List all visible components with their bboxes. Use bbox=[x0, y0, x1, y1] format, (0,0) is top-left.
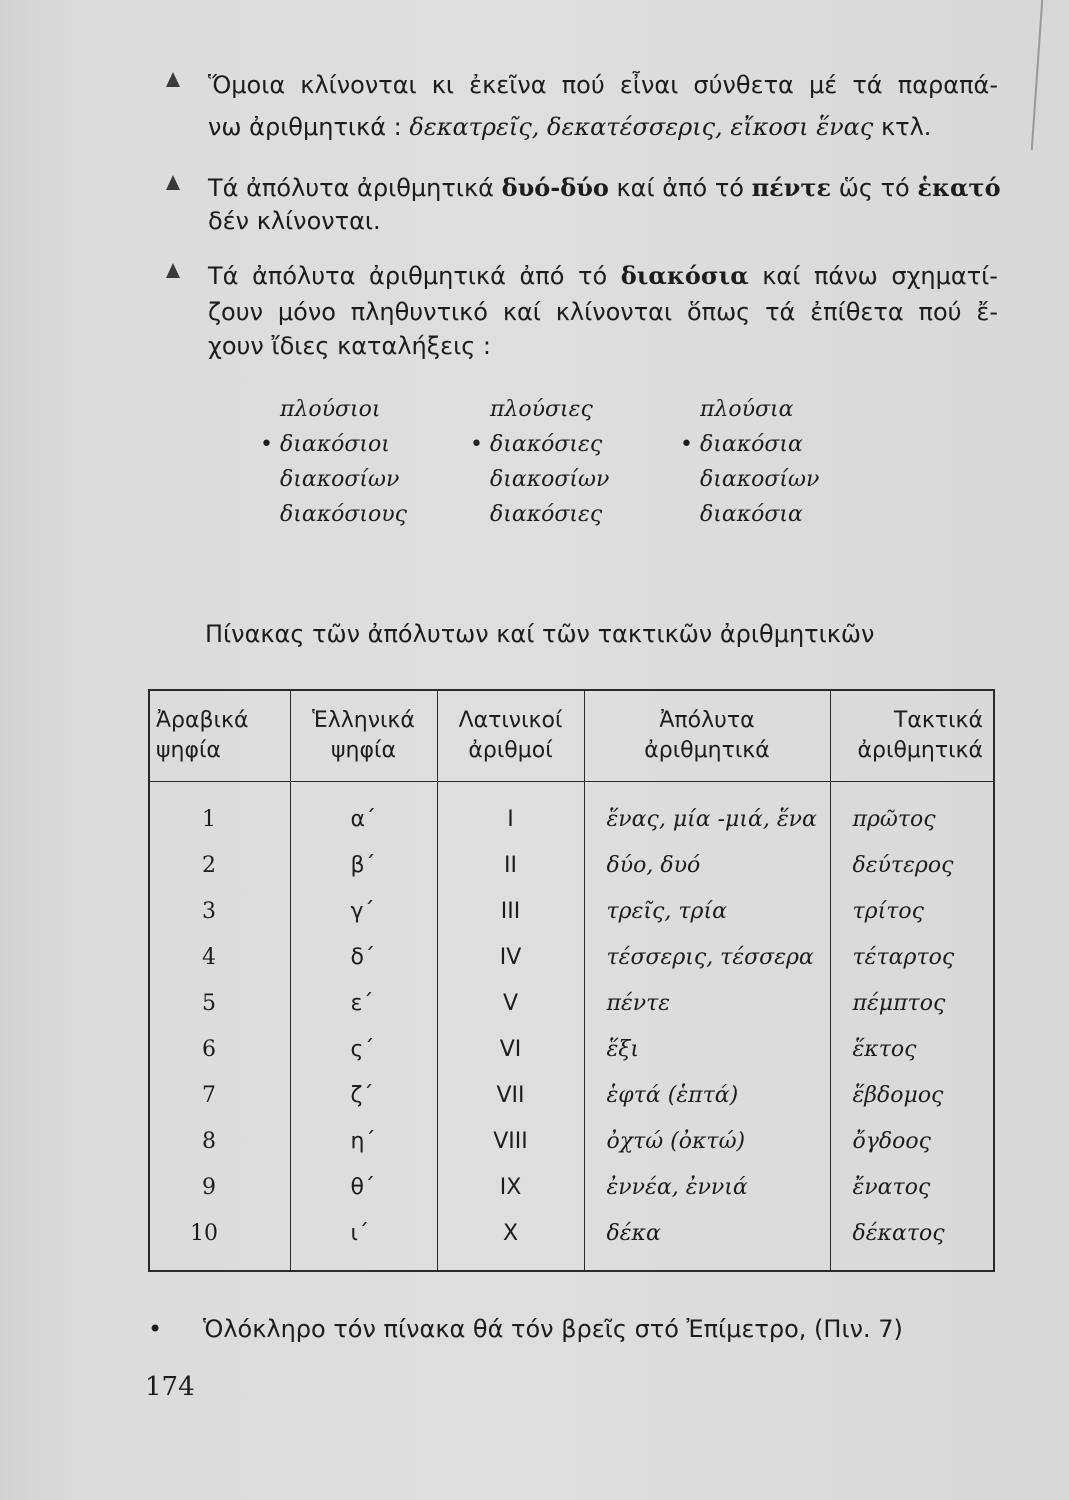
plural-cell: διακόσια bbox=[700, 502, 803, 527]
cell-cardinal: ἕξι bbox=[584, 1026, 830, 1072]
page-number: 174 bbox=[145, 1372, 195, 1402]
cell-latin: VIII bbox=[437, 1118, 584, 1164]
table-row bbox=[149, 842, 994, 888]
plural-cell: διακόσιες bbox=[490, 502, 603, 527]
cell-cardinal: ἐννέα, ἐννιά bbox=[584, 1164, 830, 1210]
cell-arabic: 8 bbox=[149, 1118, 290, 1164]
footnote-text: Ὁλόκληρο τόν πίνακα θά τόν βρεῖς στό Ἐπίμετρο, (Πιν. 7) bbox=[203, 1315, 903, 1343]
cell-cardinal: τρεῖς, τρία bbox=[584, 888, 830, 934]
table-row bbox=[149, 782, 994, 843]
cell-ordinal: ἕκτος bbox=[830, 1026, 994, 1072]
cell-ordinal: πρῶτος bbox=[830, 782, 994, 843]
plural-cell: διακοσίων bbox=[490, 467, 610, 492]
triangle-marker-icon bbox=[166, 72, 180, 87]
plural-cell: πλούσιες bbox=[490, 397, 593, 422]
table-row bbox=[149, 980, 994, 1026]
table-row bbox=[149, 1164, 994, 1210]
cell-ordinal: ὄγδοος bbox=[830, 1118, 994, 1164]
cell-greek: β΄ bbox=[290, 842, 437, 888]
plural-row bbox=[260, 427, 840, 462]
table-row bbox=[149, 1210, 994, 1271]
header-cardinal: Ἀπόλυτα ἀριθμητικά bbox=[584, 690, 830, 782]
cell-arabic: 9 bbox=[149, 1164, 290, 1210]
paragraph-2-text-b: καί ἀπό τό bbox=[616, 174, 744, 202]
cell-latin: IV bbox=[437, 934, 584, 980]
cell-cardinal: ἑφτά (ἑπτά) bbox=[584, 1072, 830, 1118]
table-header-row bbox=[149, 690, 994, 782]
paragraph-3-text-a: Τά ἀπόλυτα ἀριθμητικά ἀπό τό bbox=[208, 262, 608, 290]
paragraph-1-lead: νω ἀριθμητικά : bbox=[208, 113, 402, 141]
plural-cell bbox=[260, 432, 490, 457]
header-latin: Λατινικοί ἀριθμοί bbox=[437, 690, 584, 782]
paragraph-2-text-a: Τά ἀπόλυτα ἀριθμητικά bbox=[208, 174, 494, 202]
paragraph-3-text-b: καί πάνω σχηματί- bbox=[762, 262, 998, 290]
header-greek: Ἑλληνικά ψηφία bbox=[290, 690, 437, 782]
plural-row bbox=[280, 392, 840, 427]
table-row bbox=[149, 1026, 994, 1072]
plural-word: διακόσια bbox=[700, 432, 803, 457]
bullet-icon: • bbox=[680, 432, 693, 457]
cell-arabic: 7 bbox=[149, 1072, 290, 1118]
paragraph-3-line-3: χουν ἴδιες καταλήξεις : bbox=[208, 332, 492, 360]
plural-declension-table bbox=[260, 392, 840, 532]
cell-cardinal: πέντε bbox=[584, 980, 830, 1026]
plural-word: διακόσιες bbox=[490, 432, 603, 457]
cell-ordinal: δεύτερος bbox=[830, 842, 994, 888]
paragraph-2-bold-2: πέντε bbox=[751, 173, 832, 202]
cell-latin: VI bbox=[437, 1026, 584, 1072]
cell-greek: ζ΄ bbox=[290, 1072, 437, 1118]
plural-row bbox=[280, 462, 840, 497]
table-row bbox=[149, 1118, 994, 1164]
cell-latin: VII bbox=[437, 1072, 584, 1118]
cell-greek: δ΄ bbox=[290, 934, 437, 980]
cell-arabic: 4 bbox=[149, 934, 290, 980]
header-arabic: Ἀραβικά ψηφία bbox=[149, 690, 290, 782]
paragraph-3-bold: διακόσια bbox=[620, 261, 749, 290]
paragraph-2-bold-3: ἑκατό bbox=[917, 173, 1001, 202]
footnote bbox=[148, 1315, 903, 1343]
plural-cell: διακόσιους bbox=[280, 502, 407, 527]
header-ordinal: Τακτικά ἀριθμητικά bbox=[830, 690, 994, 782]
plural-cell: διακοσίων bbox=[280, 467, 400, 492]
cell-ordinal: πέμπτος bbox=[830, 980, 994, 1026]
cell-greek: ε΄ bbox=[290, 980, 437, 1026]
plural-cell: διακοσίων bbox=[700, 467, 820, 492]
cell-greek: θ΄ bbox=[290, 1164, 437, 1210]
cell-ordinal: τρίτος bbox=[830, 888, 994, 934]
paragraph-3-line-1 bbox=[208, 261, 998, 291]
cell-greek: α΄ bbox=[290, 782, 437, 843]
cell-latin: V bbox=[437, 980, 584, 1026]
plural-cell bbox=[470, 432, 700, 457]
paragraph-1-line-2 bbox=[208, 112, 931, 142]
cell-greek: η΄ bbox=[290, 1118, 437, 1164]
cell-latin: X bbox=[437, 1210, 584, 1271]
paragraph-1-tail: κτλ. bbox=[880, 113, 932, 141]
cell-arabic: 1 bbox=[149, 782, 290, 843]
cell-arabic: 3 bbox=[149, 888, 290, 934]
table-row bbox=[149, 1072, 994, 1118]
cell-cardinal: ἕνας, μία -μιά, ἕνα bbox=[584, 782, 830, 843]
page-fold-line bbox=[1031, 0, 1043, 150]
cell-arabic: 10 bbox=[149, 1210, 290, 1271]
cell-cardinal: δύο, δυό bbox=[584, 842, 830, 888]
cell-greek: γ΄ bbox=[290, 888, 437, 934]
plural-cell: πλούσια bbox=[700, 397, 794, 422]
plural-row bbox=[280, 497, 840, 532]
paragraph-2-bold-1: δυό-δύο bbox=[501, 173, 609, 202]
cell-cardinal: δέκα bbox=[584, 1210, 830, 1271]
paragraph-1-line-1: Ὅμοια κλίνονται κι ἐκεῖνα πού εἶναι σύνθετα μέ τά παραπά- bbox=[208, 71, 998, 99]
plural-cell bbox=[680, 432, 840, 457]
cell-ordinal: δέκατος bbox=[830, 1210, 994, 1271]
cell-cardinal: τέσσερις, τέσσερα bbox=[584, 934, 830, 980]
paragraph-2-line-1 bbox=[208, 173, 1001, 203]
cell-arabic: 6 bbox=[149, 1026, 290, 1072]
cell-ordinal: τέταρτος bbox=[830, 934, 994, 980]
cell-ordinal: ἕβδομος bbox=[830, 1072, 994, 1118]
plural-word: διακόσιοι bbox=[280, 432, 390, 457]
paragraph-1-examples: δεκατρεῖς, δεκατέσσερις, εἴκοσι ἕνας bbox=[409, 113, 874, 141]
cell-cardinal: ὀχτώ (ὀκτώ) bbox=[584, 1118, 830, 1164]
cell-latin: IX bbox=[437, 1164, 584, 1210]
paragraph-3-line-2: ζουν μόνο πληθυντικό καί κλίνονται ὅπως τά ἐπίθετα πού ἔ- bbox=[208, 298, 998, 326]
cell-arabic: 5 bbox=[149, 980, 290, 1026]
bullet-icon: • bbox=[470, 432, 483, 457]
table-row bbox=[149, 934, 994, 980]
numerals-table bbox=[148, 689, 995, 1272]
cell-greek: ι΄ bbox=[290, 1210, 437, 1271]
plural-cell: πλούσιοι bbox=[280, 397, 381, 422]
cell-greek: ς΄ bbox=[290, 1026, 437, 1072]
cell-ordinal: ἔνατος bbox=[830, 1164, 994, 1210]
cell-latin: II bbox=[437, 842, 584, 888]
bullet-icon: • bbox=[148, 1315, 163, 1343]
cell-latin: III bbox=[437, 888, 584, 934]
table-row bbox=[149, 888, 994, 934]
cell-latin: I bbox=[437, 782, 584, 843]
table-caption: Πίνακας τῶν ἀπόλυτων καί τῶν τακτικῶν ἀριθμητικῶν bbox=[205, 620, 875, 648]
bullet-icon: • bbox=[260, 432, 273, 457]
cell-arabic: 2 bbox=[149, 842, 290, 888]
paragraph-2-text-c: ὥς τό bbox=[838, 174, 910, 202]
paragraph-2-line-2: δέν κλίνονται. bbox=[208, 207, 381, 235]
triangle-marker-icon bbox=[166, 175, 180, 190]
triangle-marker-icon bbox=[166, 263, 180, 278]
